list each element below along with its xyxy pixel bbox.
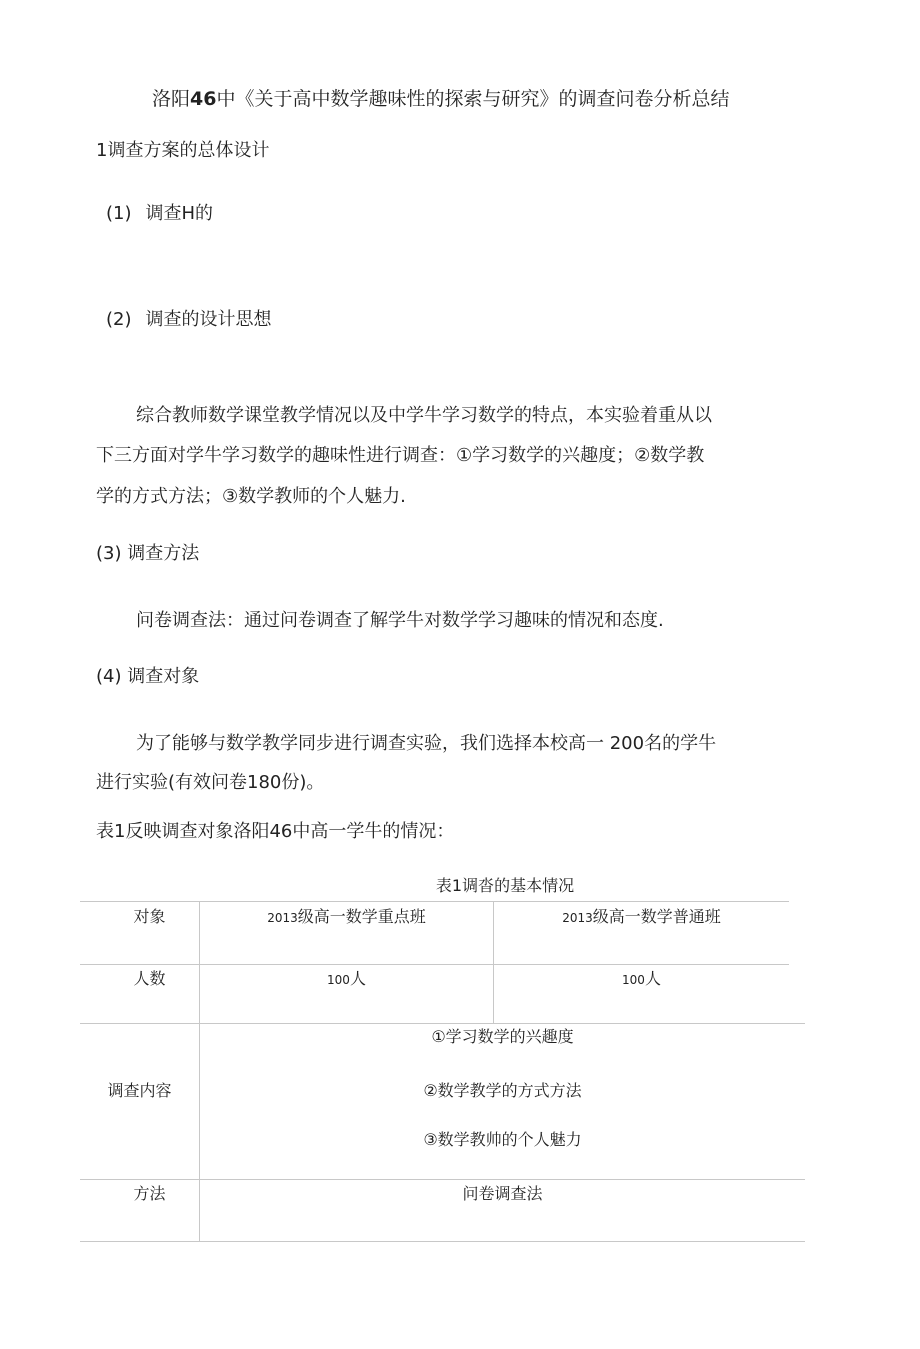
subheading-2-number: (2) <box>106 309 132 330</box>
content-item: ②数学教学的方式方法 <box>423 1081 582 1100</box>
table-rule-bottom <box>80 1241 805 1242</box>
content-item: ③数学教帅的个人魅力 <box>423 1130 582 1149</box>
row-object-label: 对象 <box>133 907 166 926</box>
title-suffix: 中《关于高中数学趣味性的探索与研究》的调查问卷分析总结 <box>216 88 730 110</box>
title-number: 46 <box>190 88 217 110</box>
count-b-number: 100 <box>622 973 645 987</box>
survey-basic-info-table <box>80 901 805 1242</box>
paragraph-method: 问卷调查法：通过问卷调查了解学牛对数学学习趣味的情况和态度. <box>136 610 664 631</box>
count-a-unit: 人 <box>349 969 366 988</box>
row-content-label: 调查内容 <box>107 1081 172 1100</box>
document-title <box>152 88 729 110</box>
count-b-cell <box>494 969 789 990</box>
class-a-cell <box>200 907 493 928</box>
count-a-number: 100 <box>327 973 350 987</box>
class-b-cell <box>494 907 789 928</box>
subheading-2 <box>106 309 272 331</box>
method-value: 问卷调查法 <box>462 1184 543 1203</box>
class-a-name: 级高一数学重点班 <box>297 907 426 926</box>
subheading-1-text: 调查H的 <box>145 203 214 224</box>
table-caption: 表1调沓的基本情况 <box>435 876 575 895</box>
subheading-1-number: (1) <box>106 203 132 224</box>
table-rule-row2 <box>80 1023 805 1024</box>
paragraph-table-intro: 表1反映调查对象洛阳46中高一学牛的情况： <box>96 821 455 842</box>
row-method-label: 方法 <box>133 1184 166 1203</box>
class-b-name: 级高一数学普通班 <box>592 907 721 926</box>
table-rule-row3 <box>80 1179 805 1180</box>
table-rule-row1 <box>80 964 789 965</box>
class-b-year: 2013 <box>562 911 593 925</box>
table-rule-top <box>80 901 789 902</box>
subheading-2-text: 调查的设计思想 <box>145 309 272 330</box>
paragraph-subject-line-1: 为了能够与数学教学同步进行调查实验，我们选择本校高一 200名的学牛 <box>136 733 717 754</box>
title-prefix: 洛阳 <box>152 88 191 110</box>
paragraph-design-line-1: 综合教师数学课堂教学情况以及中学牛学习数学的特点，本实验着重从以 <box>136 405 712 426</box>
subheading-3: (3) 调查方法 <box>96 543 200 564</box>
content-item: ①学习数学的兴趣度 <box>431 1027 574 1046</box>
subheading-1 <box>106 203 213 225</box>
class-a-year: 2013 <box>267 911 298 925</box>
section-heading-1: 1调查方案的总体设计 <box>96 140 270 161</box>
count-b-unit: 人 <box>644 969 661 988</box>
paragraph-design-line-2: 下三方面对学牛学习数学的趣味性进行调查：①学习数学的兴趣度；②数学教 <box>96 445 705 466</box>
row-count-label: 人数 <box>133 969 166 988</box>
count-a-cell <box>200 969 493 990</box>
paragraph-design-line-3: 学的方式方法；③数学教师的个人魅力. <box>96 486 406 507</box>
paragraph-subject-line-2: 进行实验(有效问卷180份)。 <box>96 772 325 793</box>
subheading-4: (4) 调查对象 <box>96 666 200 687</box>
